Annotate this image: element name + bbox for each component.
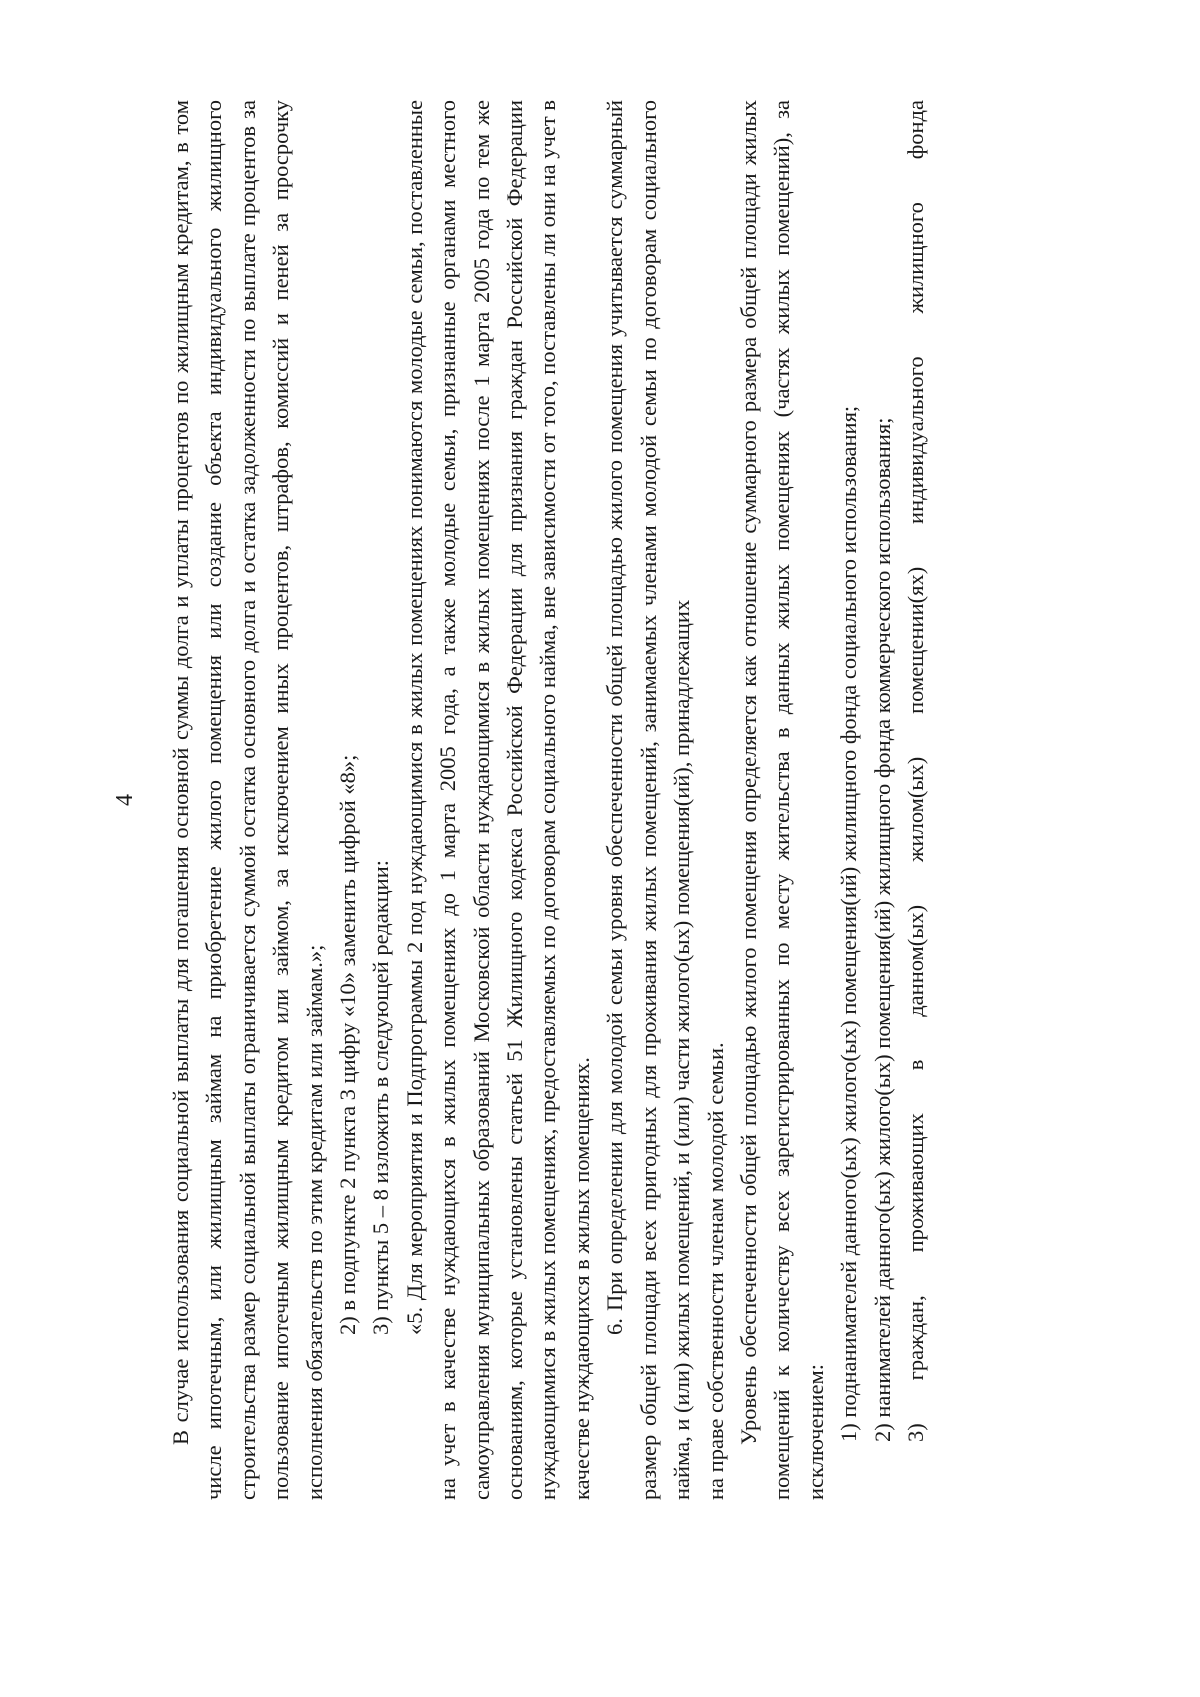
list-item-3-citizens: 3) граждан, проживающих в данном(ых) жилом(ых) помещении(ях) индивидуального жилищного фонда [902,100,928,1442]
list-item-1-subtenants: 1) поднанимателей данного(ых) жилого(ых) помещения(ий) жилищного фонда социального использования; [836,405,862,1442]
paragraph-subpoint-2: 2) в подпункте 2 пункта 3 цифру «10» заменить цифрой «8»; [335,754,361,1335]
paragraph-social-payment-limit: В случае использования социальной выплаты для погашения основной суммы долга и уплаты процентов по жилищным кредитам, в том числе ипотечным, или жилищным займам на приобретение жилого помещения или создание объекта индивидуального жилищного строительства размер социальной выплаты ограничивается суммой остатка основного долга и остатка задолженности по выплате процентов за пользование ипотечным жилищным кредитом или займом, за исключением иных процентов, штрафов, комиссий и пеней за просрочку исполнения обязательств по этим кредитам или займам.»; [168,100,327,1500]
page-number: 4 [112,794,138,806]
paragraph-provision-level: Уровень обеспеченности общей площадью жилого помещения определяется как отношение суммарного размера общей площади жилых помещений к количеству всех зарегистрированных по месту жительства в данных жилых помещениях (частях жилых помещений), за исключением: [735,100,828,1500]
paragraph-subpoint-3: 3) пункты 5 – 8 изложить в следующей редакции: [368,859,394,1335]
paragraph-point-6-continuation: на праве собственности членам молодой семьи. [702,1042,728,1500]
list-item-2-tenants: 2) нанимателей данного(ых) жилого(ых) помещения(ий) жилищного фонда коммерческого использования; [869,417,895,1442]
document-body [164,100,932,1500]
paragraph-point-6: 6. При определении для молодой семьи уровня обеспеченности общей площадью жилого помещения учитывается суммарный размер общей площади всех пригодных для проживания жилых помещений, занимаемых членами молодой семьи по договорам социального найма, и (или) жилых помещений, и (или) части жилого(ых) помещения(ий), принадлежащих [602,100,695,1500]
rotated-document-page [112,100,928,1500]
paragraph-point-5: «5. Для мероприятия и Подпрограммы 2 под нуждающимися в жилых помещениях понимаются молодые семьи, поставленные на учет в качестве нуждающихся в жилых помещениях до 1 марта 2005 года, а также молодые семьи, признанные органами местного самоуправления муниципальных образований Московской области нуждающимися в жилых помещениях после 1 марта 2005 года по тем же основаниям, которые установлены статьей 51 Жилищного кодекса Российской Федерации для признания граждан Российской Федерации нуждающимися в жилых помещениях, предоставляемых по договорам социального найма, вне зависимости от того, поставлены ли они на учет в качестве нуждающихся в жилых помещениях. [401,100,594,1500]
